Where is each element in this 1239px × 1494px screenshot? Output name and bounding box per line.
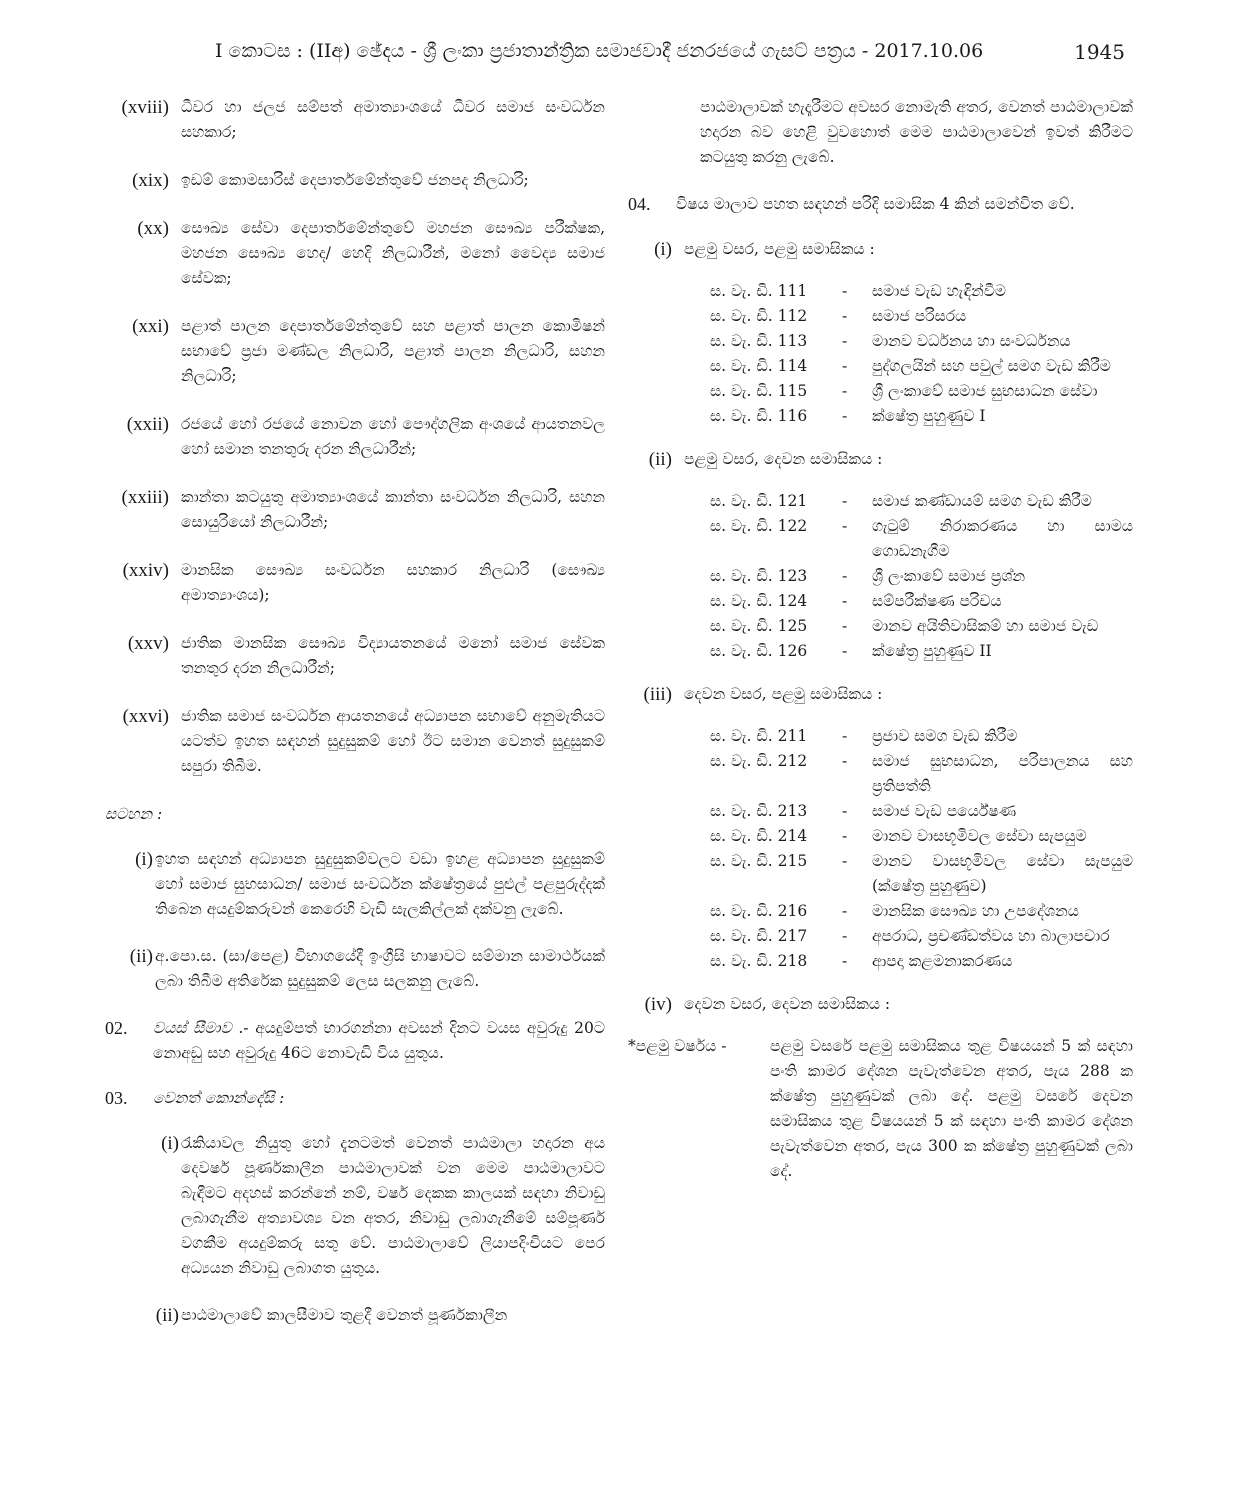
dash-separator: - (842, 592, 848, 610)
course-code: ස. වැ. ඩි. 216 (710, 902, 808, 920)
course-code: ස. වැ. ඩි. 116 (710, 407, 808, 425)
course-name: පුද්ගලයින් සහ පවුල් සමග වැඩ කිරීම (872, 357, 1111, 375)
item-number: (i) (161, 1133, 179, 1154)
section-text (153, 1086, 605, 1111)
dash-separator: - (842, 407, 848, 425)
condition-item (131, 1303, 605, 1328)
dash-separator: - (842, 802, 848, 820)
course-code: ස. වැ. ඩි. 213 (710, 802, 808, 820)
item-number: (xix) (132, 170, 169, 191)
section-label: වයස් සීමාව .- (153, 1019, 249, 1037)
course-code: ස. වැ. ඩි. 218 (710, 952, 808, 970)
course-row (628, 824, 1133, 849)
item-number: (xxv) (127, 633, 169, 654)
condition-item (131, 1131, 605, 1281)
course-row (628, 724, 1133, 749)
course-code: ස. වැ. ඩි. 113 (710, 332, 808, 350)
list-item (105, 95, 605, 145)
item-text: ජාතික මානසික සෞඛ්‍ය විද්‍යායතනයේ මනෝ සමාජ සේවක තනතුර දරන නිලධාරීන්; (181, 634, 605, 677)
section-number: 03. (105, 1088, 128, 1108)
course-name: මානව වාසභූමිවල සේවා සැපයුම (ක්ෂේත්‍ර පුහුණුව) (872, 852, 1133, 895)
item-text: මානසික සෞඛ්‍ය සංවර්ධන සහකාර නිලධාරි (සෞඛ්‍ය අමාත්‍යාංශය); (181, 561, 605, 604)
list-item (105, 558, 605, 608)
course-row (628, 949, 1133, 974)
dash-separator: - (842, 902, 848, 920)
course-row (628, 279, 1133, 304)
course-name: ශ්‍රී ලංකාවේ සමාජ ප්‍රශ්න (872, 567, 1026, 585)
dash-separator: - (842, 382, 848, 400)
course-name: අපරාධ, ප්‍රචණ්ඩත්වය හා බාලාපචාර (872, 927, 1110, 945)
course-name: ආපදා කළමනාකරණය (872, 952, 1013, 970)
page-number: 1945 (1074, 40, 1125, 64)
course-code: ස. වැ. ඩි. 217 (710, 927, 808, 945)
page-header (215, 40, 1125, 70)
course-name: මානව වාසභූමිවල සේවා සැපයුම (872, 827, 1087, 845)
semester-heading (628, 447, 1133, 473)
dash-separator: - (842, 752, 848, 770)
list-item (105, 314, 605, 389)
right-column (628, 95, 1133, 1184)
item-number: (xxvi) (122, 706, 169, 727)
item-number: (ii) (155, 1305, 179, 1326)
section-text (153, 1016, 605, 1066)
semester-title: දෙවන වසර, දෙවන සමාසිකය : (684, 995, 891, 1013)
course-row (628, 899, 1133, 924)
semester-number: (iii) (643, 684, 672, 705)
course-row (628, 749, 1133, 799)
section-number: 04. (628, 194, 651, 214)
course-row (628, 489, 1133, 514)
section-02 (105, 1016, 605, 1066)
section-number: 02. (105, 1018, 128, 1038)
course-row (628, 379, 1133, 404)
course-row (628, 564, 1133, 589)
notes-list (105, 847, 605, 994)
dash-separator: - (842, 827, 848, 845)
list-item (105, 168, 605, 193)
note-item (105, 847, 605, 922)
item-text: රැකියාවල නියුතු හෝ දැනටමත් වෙනත් පාඨමාලා හදාරන අය දෙවර්ෂ පූර්ණකාලීන පාඨමාලාවක් වන මෙම පාඨමාලාවට බැඳීමට අදහස් කරන්නේ නම්, වර්ෂ දෙකක කාලයක් සඳහා නිවාඩු ලබාගැනීම අත්‍යාවශ්‍ය වන අතර, නිවාඩු ලබාගැනීමේ සම්පූර්ණ වගකීම අයදුම්කරු සතු වේ. පාඨමාලාවේ ලියාපදිංචියට පෙර අධ්‍යයන නිවාඩු ලබාගත යුතුය. (181, 1134, 605, 1277)
course-name: සමාජ වැඩ පර්යේෂණ (872, 802, 1017, 820)
course-code: ස. වැ. ඩි. 123 (710, 567, 808, 585)
item-number: (xviii) (121, 97, 169, 118)
section-body: අයදුම්පත් භාරගන්නා අවසන් දිනට වයස අවුරුදු 20ට නොඅඩු සහ අවුරුදු 46ට නොවැඩි විය යුතුය. (153, 1019, 605, 1062)
item-number: (ii) (129, 946, 153, 967)
section-04 (628, 192, 1133, 217)
dash-separator: - (842, 492, 848, 510)
semester-number: (iv) (644, 994, 672, 1015)
dash-separator: - (842, 642, 848, 660)
item-number: (xxiii) (121, 487, 169, 508)
list-item (105, 216, 605, 291)
dash-separator: - (842, 927, 848, 945)
course-name: සමාජ කණ්ඩායම් සමග වැඩ කිරීම (872, 492, 1092, 510)
left-column (105, 95, 605, 1350)
course-code: ස. වැ. ඩි. 211 (710, 727, 808, 745)
course-name: ක්ෂේත්‍ර පුහුණුව I (872, 407, 986, 425)
course-row (628, 614, 1133, 639)
item-text: ජාතික සමාජ සංවර්ධන ආයතනයේ අධ්‍යාපන සභාවේ අනුමැතියට යටත්ව ඉහත සඳහන් සුදුසුකම් හෝ ඊට සමාන වෙනත් සුදුසුකම් සපුරා තිබීම. (181, 707, 605, 775)
course-name: ගැටුම් නිරාකරණය හා සාමය ගොඩනැගීම (872, 517, 1133, 560)
dash-separator: - (842, 307, 848, 325)
header-title: I කොටස : (IIඅ) ඡේදය - ශ්‍රී ලංකා ප්‍රජාතාන්ත්‍රික සමාජවාදී ජනරජයේ ගැසට් පත්‍රය - 2017.10.06 (215, 40, 984, 62)
course-code: ස. වැ. ඩි. 212 (710, 752, 808, 770)
course-code: ස. වැ. ඩි. 126 (710, 642, 808, 660)
item-text: රජයේ හෝ රජයේ නොවන හෝ පෞද්ගලික අංශයේ ආයතනවල හෝ සමාන තනතුරු දරන නිලධාරීන්; (181, 415, 605, 458)
course-row (628, 404, 1133, 429)
item-text: පළාත් පාලන දෙපාර්තමේන්තුවේ සහ පළාත් පාලන කොමිෂන් සභාවේ ප්‍රජා මණ්ඩල නිලධාරි, පළාත් පාලන නිලධාරි, සහන නිලධාරි; (181, 317, 605, 385)
course-row (628, 799, 1133, 824)
semester-title: දෙවන වසර, පළමු සමාසිකය : (684, 685, 883, 703)
semester-heading (628, 237, 1133, 263)
course-name: සමාජ සුභසාධන, පරිපාලනය සහ ප්‍රතිපත්ති (872, 752, 1133, 795)
footnote-label: *පළමු වර්ෂය - (628, 1037, 727, 1055)
course-name: ශ්‍රී ලංකාවේ සමාජ සුභසාධන සේවා (872, 382, 1098, 400)
course-code: ස. වැ. ඩි. 121 (710, 492, 808, 510)
conditions-list (105, 1131, 605, 1328)
dash-separator: - (842, 567, 848, 585)
course-name: මානව අයිතිවාසිකම් හා සමාජ වැඩ (872, 617, 1099, 635)
list-item (105, 412, 605, 462)
item-number: (xxi) (132, 316, 169, 337)
course-name: සමාජ පරිසරය (872, 307, 967, 325)
semester-title: පළමු වසර, පළමු සමාසිකය : (684, 240, 875, 258)
course-code: ස. වැ. ඩි. 124 (710, 592, 808, 610)
dash-separator: - (842, 282, 848, 300)
course-name: සම්පරීක්ෂණ පරිචය (872, 592, 1002, 610)
semester-list (628, 237, 1133, 1018)
course-name: මානසික සෞඛ්‍ය හා උපදේශනය (872, 902, 1079, 920)
dash-separator: - (842, 517, 848, 535)
item-text: කාන්තා කටයුතු අමාත්‍යාංශයේ කාන්තා සංවර්ධන නිලධාරි, සහන සොයුරියෝ නිලධාරීන්; (181, 488, 605, 531)
item-text: ධීවර හා ජලජ සම්පත් අමාත්‍යාංශයේ ධීවර සමාජ සංවර්ධන සහකාර; (181, 98, 605, 141)
dash-separator: - (842, 727, 848, 745)
course-code: ස. වැ. ඩි. 115 (710, 382, 808, 400)
item-text: අ.පො.ස. (සා/පෙළ) විභාගයේදී ඉංග්‍රීසි භාෂාවට සම්මාන සාමාර්ථයක් ලබා තිබීම අතිරේක සුදුසුකම් ලෙස සලකනු ලැබේ. (155, 947, 605, 990)
course-code: ස. වැ. ඩි. 214 (710, 827, 808, 845)
course-name: සමාජ වැඩ හැඳින්වීම (872, 282, 1006, 300)
dash-separator: - (842, 332, 848, 350)
item-number: (xxii) (126, 414, 169, 435)
course-row (628, 329, 1133, 354)
course-row (628, 354, 1133, 379)
course-code: ස. වැ. ඩි. 114 (710, 357, 808, 375)
dash-separator: - (842, 617, 848, 635)
course-row (628, 639, 1133, 664)
semester-heading (628, 682, 1133, 708)
item-number: (xx) (137, 218, 169, 239)
course-code: ස. වැ. ඩි. 112 (710, 307, 808, 325)
semester-number: (ii) (648, 449, 672, 470)
list-item (105, 704, 605, 779)
course-row (628, 514, 1133, 564)
continuation-text: පාඨමාලාවක් හැදෑරීමට අවසර නොමැති අතර, වෙනත් පාඨමාලාවක් හදාරන බව හෙළි වුවහොත් මෙම පාඨමාලාවෙන් ඉවත් කිරීමට කටයුතු කරනු ලැබේ. (700, 98, 1133, 166)
eligibility-list (105, 95, 605, 779)
course-code: ස. වැ. ඩි. 122 (710, 517, 808, 535)
course-row (628, 589, 1133, 614)
course-name: මානව වර්ධනය හා සංවර්ධනය (872, 332, 1071, 350)
course-row (628, 849, 1133, 899)
section-label: වෙනත් කොන්දේසි : (153, 1089, 285, 1107)
item-number: (xxiv) (122, 560, 169, 581)
list-item (105, 485, 605, 535)
item-text: පාඨමාලාවේ කාලසීමාව තුළදී වෙනත් පූර්ණකාලීන (181, 1306, 508, 1324)
semester-title: පළමු වසර, දෙවන සමාසිකය : (684, 450, 883, 468)
dash-separator: - (842, 852, 848, 870)
course-code: ස. වැ. ඩි. 125 (710, 617, 808, 635)
dash-separator: - (842, 357, 848, 375)
course-code: ස. වැ. ඩි. 215 (710, 852, 808, 870)
semester-number: (i) (654, 239, 672, 260)
course-row (628, 924, 1133, 949)
dash-separator: - (842, 952, 848, 970)
section-text: විෂය මාලාව පහත සඳහන් පරිදි සමාසික 4 කින් සමන්විත වේ. (676, 195, 1075, 213)
note-item (105, 944, 605, 994)
notes-heading: සටහන : (105, 805, 163, 823)
course-code: ස. වැ. ඩි. 111 (710, 282, 808, 300)
item-text: ඉඩම් කොමසාරිස් දෙපාර්තමේන්තුවේ ජනපද නිලධාරි; (181, 171, 529, 189)
item-number: (i) (135, 849, 153, 870)
semester-heading (628, 992, 1133, 1018)
footnote (628, 1034, 1133, 1184)
course-name: ක්ෂේත්‍ර පුහුණුව II (872, 642, 992, 660)
course-name: ප්‍රජාව සමග වැඩ කිරීම (872, 727, 1018, 745)
item-text: ඉහත සඳහන් අධ්‍යාපන සුදුසුකම්වලට වඩා ඉහළ අධ්‍යාපන සුදුසුකම් හෝ සමාජ සුභසාධන/ සමාජ සංවර්ධන ක්ෂේත්‍රයේ පුළුල් පළපුරුද්දක් තිබෙන අයදුම්කරුවන් කෙරෙහි වැඩි සැලකිල්ලක් දක්වනු ලැබේ. (155, 850, 605, 918)
footnote-text: පළමු වසරේ පළමු සමාසිකය තුළ විෂයයන් 5 ක් සඳහා පංති කාමර දේශන පැවැත්වෙන අතර, පැය 288 ක ක්ෂේත්‍ර පුහුණුවක් ලබා දේ. පළමු වසරේ දෙවන සමාසිකය තුළ විෂයයන් 5 ක් සඳහා පංති කාමර දේශන පැවැත්වෙන අතර, පැය 300 ක ක්ෂේත්‍ර පුහුණුවක් ලබා දේ. (770, 1037, 1133, 1180)
section-03 (105, 1086, 605, 1111)
list-item (105, 631, 605, 681)
item-text: සෞඛ්‍ය සේවා දෙපාර්තමේන්තුවේ මහජන සෞඛ්‍ය පරීක්ෂක, මහජන සෞඛ්‍ය හෙද/ හෙදි නිලධාරීන්, මනෝ වෛද්‍ය සමාජ සේවක; (181, 219, 605, 287)
course-row (628, 304, 1133, 329)
